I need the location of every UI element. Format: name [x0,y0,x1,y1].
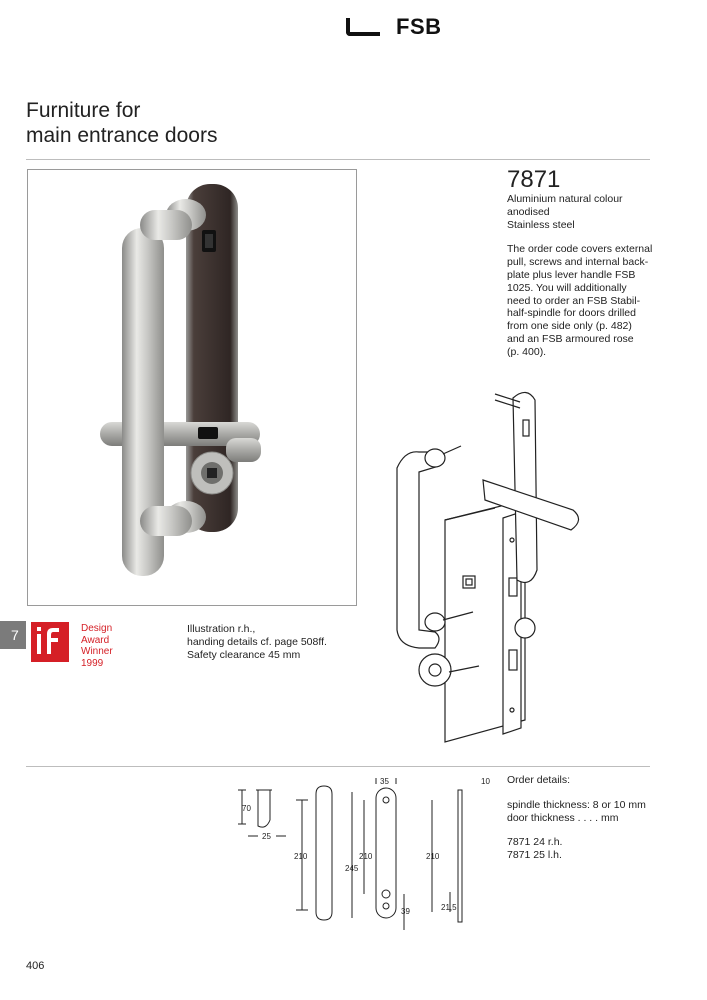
section-divider [26,766,650,767]
award-text [81,623,113,669]
dim-70: 70 [242,804,251,813]
order-code: 7871 25 l.h. [507,849,562,862]
dim-210-handle: 210 [294,852,308,861]
order-line: door thickness . . . . mm [507,811,619,824]
finish-line: anodised [507,205,550,218]
brand-name: FSB [396,14,442,39]
award-line: Design [81,623,113,634]
description-line: from one side only (p. 482) [507,320,632,333]
order-title: Order details: [507,774,571,786]
dim-210-plate: 210 [359,852,373,861]
dim-25: 25 [262,832,271,841]
caption-line: Safety clearance 45 mm [187,648,301,661]
door-pull-photo-illustration [28,170,357,606]
order-code: 7871 24 r.h. [507,836,563,849]
if-award-logo [31,622,69,662]
page-heading: Furniture for main entrance doors [26,99,218,147]
order-details [507,774,657,862]
caption-line: Illustration r.h., [187,623,256,635]
description-line: half-spindle for doors drilled [507,307,636,320]
caption-line: handing details cf. page 508ff. [187,635,327,648]
dim-245: 245 [345,864,359,873]
dim-10: 10 [481,777,490,786]
dim-210-side: 210 [426,852,440,861]
award-line: Winner [81,646,113,657]
dim-39: 39 [401,907,410,916]
description-line: pull, screws and internal back- [507,256,649,269]
chapter-tab: 7 [0,621,26,649]
fsb-logo [346,14,442,44]
if-logo-icon [31,622,69,662]
page-number: 406 [26,960,45,972]
description-line: plate plus lever handle FSB [507,268,636,281]
description-line: need to order an FSB Stabil- [507,294,641,307]
fsb-handle-mark-icon [346,18,380,36]
product-number: 7871 [507,166,561,193]
heading-divider [26,159,650,160]
dimension-drawings [236,772,476,942]
assembly-line-drawing [375,380,605,745]
product-description [507,193,657,359]
award-line: 1999 [81,657,104,669]
description-line: and an FSB armoured rose [507,332,634,345]
order-line: spindle thickness: 8 or 10 mm [507,798,646,811]
finish-line: Stainless steel [507,218,575,231]
illustration-caption [187,623,327,661]
dim-35: 35 [380,777,389,786]
dim-21-5: 21,5 [441,903,457,912]
award-line: Award [81,634,110,646]
description-line: (p. 400). [507,345,547,358]
description-line: The order code covers external [507,243,653,256]
finish-line: Aluminium natural colour [507,193,623,205]
product-photo [27,169,357,606]
description-line: 1025. You will additionally [507,281,627,294]
